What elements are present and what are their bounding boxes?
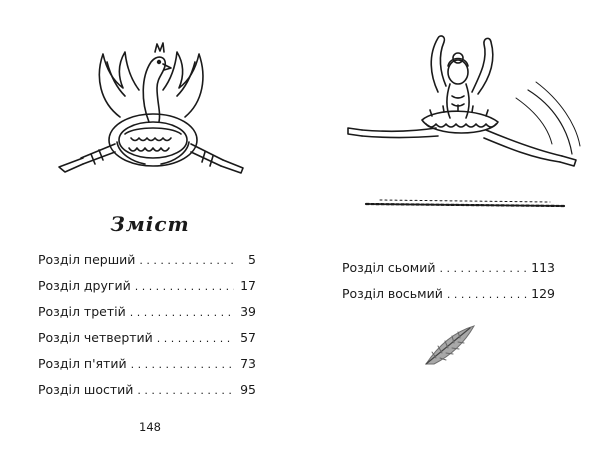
toc-entry-page: 113 [531, 260, 555, 275]
right-page [300, 0, 600, 459]
toc-entry[interactable] [38, 304, 256, 330]
toc-leader-dots [137, 384, 234, 397]
toc-list-right [342, 260, 555, 312]
toc-entry-page: 129 [531, 286, 555, 301]
toc-leader-dots [130, 306, 234, 319]
toc-entry-page: 17 [240, 278, 256, 293]
toc-leader-dots [157, 332, 234, 345]
toc-entry-label: Розділ другий [38, 278, 131, 293]
toc-leader-dots [447, 288, 527, 301]
toc-entry-page: 5 [248, 252, 256, 267]
toc-title: Зміст [110, 212, 190, 236]
feather-icon [420, 318, 480, 373]
toc-entry-label: Розділ четвертий [38, 330, 153, 345]
toc-entry-label: Розділ п'ятий [38, 356, 127, 371]
toc-leader-dots [439, 262, 527, 275]
toc-entry[interactable] [38, 382, 256, 408]
toc-entry-page: 39 [240, 304, 256, 319]
toc-list-left [38, 252, 256, 408]
toc-entry-page: 73 [240, 356, 256, 371]
page-number: 148 [139, 420, 161, 434]
toc-entry-page: 57 [240, 330, 256, 345]
toc-entry[interactable] [38, 278, 256, 304]
toc-entry-label: Розділ перший [38, 252, 136, 267]
toc-entry[interactable] [342, 260, 555, 286]
toc-entry[interactable] [38, 356, 256, 382]
ballerina-leap-illustration [340, 20, 590, 215]
toc-leader-dots [131, 358, 234, 371]
toc-entry-label: Розділ третій [38, 304, 126, 319]
toc-entry-label: Розділ сьомий [342, 260, 436, 275]
toc-entry-label: Розділ шостий [38, 382, 134, 397]
toc-entry[interactable] [38, 330, 256, 356]
toc-entry-label: Розділ восьмий [342, 286, 443, 301]
ballerina-swan-split-illustration [45, 22, 255, 197]
toc-entry-page: 95 [240, 382, 256, 397]
toc-entry[interactable] [342, 286, 555, 312]
toc-entry[interactable] [38, 252, 256, 278]
toc-leader-dots [139, 254, 234, 267]
toc-leader-dots [135, 280, 234, 293]
